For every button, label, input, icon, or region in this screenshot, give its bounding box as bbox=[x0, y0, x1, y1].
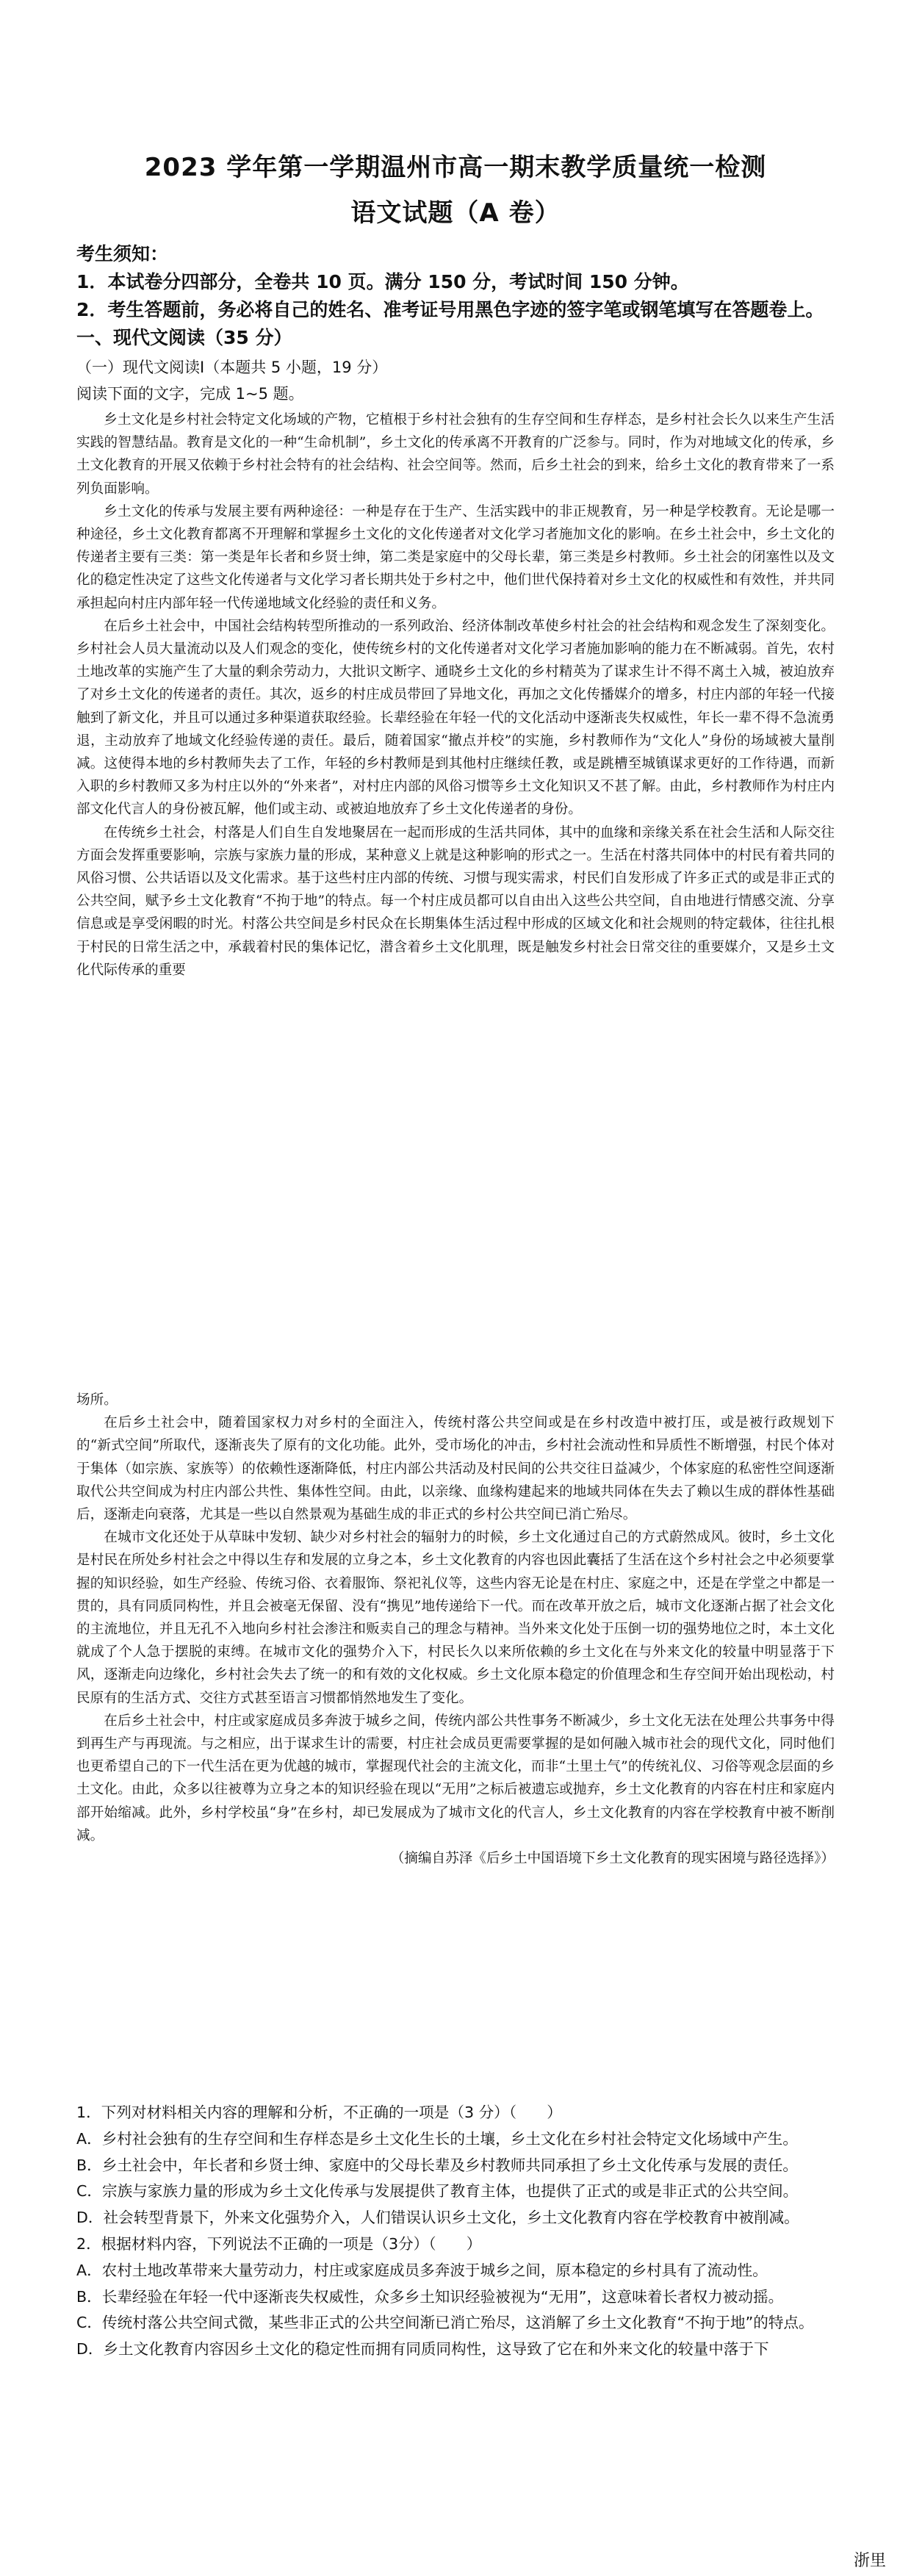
exam-title: 2023 学年第一学期温州市高一期末教学质量统一检测 bbox=[144, 153, 767, 182]
article-top bbox=[76, 409, 835, 982]
notice-item-1: 1．本试卷分四部分，全卷共 10 页。满分 150 分，考试时间 150 分钟。 bbox=[76, 271, 689, 292]
notice-item-2: 2．考生答题前，务必将自己的姓名、准考证号用黑色字迹的签字笔或钢笔填写在答题卷上。 bbox=[76, 299, 824, 320]
article-source: （摘编自苏泽《后乡土中国语境下乡土文化教育的现实困境与路径选择》） bbox=[390, 1851, 835, 1867]
article-paragraph: 乡土文化是乡村社会特定文化场域的产物，它植根于乡村社会独有的生存空间和生存样态，是乡村社会长久以来生产生活实践的智慧结晶。教育是文化的一种“生命机制”，乡土文化的传承离不开教育的广泛参与。同时，作为对地域文化的传承，乡土文化教育的开展又依赖于乡村社会特有的社会结构、社会空间等。然而，后乡土社会的到来，给乡土文化的教育带来了一系列负面影响。 bbox=[76, 412, 835, 497]
exam-subtitle: 语文试题（A 卷） bbox=[350, 198, 561, 228]
question-option: D．乡土文化教育内容因乡土文化的稳定性而拥有同质同构性，这导致了它在和外来文化的较量中落于下 bbox=[76, 2340, 769, 2359]
question-option: B．长辈经验在年轻一代中逐渐丧失权威性，众多乡土知识经验被视为“无用”，这意味着长者权力被动摇。 bbox=[76, 2287, 784, 2306]
question-option: A．乡村社会独有的生存空间和生存样态是乡土文化生长的土壤，乡土文化在乡村社会特定文化场域中产生。 bbox=[76, 2129, 798, 2148]
notice-heading: 考生须知： bbox=[76, 243, 169, 265]
article-paragraph: 在后乡土社会中，村庄或家庭成员多奔波于城乡之间，传统内部公共性事务不断减少，乡土文化无法在处理公共事务中得到再生产与再现流。与之相应，出于谋求生计的需要，村庄社会成员更需要掌握的是如何融入城市社会的现代文化，同时他们也更希望自己的下一代生活在更为优越的城市，掌握现代社会的主流文化，而非“土里土气”的传统礼仪、习俗等观念层面的乡土文化。由此，众多以往被尊为立身之本的知识经验在现以“无用”之标后被遗忘或抛弃，乡土文化教育的内容在村庄和家庭内部开始缩减。此外，乡村学校虽“身”在乡村，却已发展成为了城市文化的代言人，乡土文化教育的内容在学校教育中被不断削减。 bbox=[76, 1713, 835, 1843]
question-option: A．农村土地改革带来大量劳动力，村庄或家庭成员多奔波于城乡之间，原本稳定的乡村具有了流动性。 bbox=[76, 2261, 768, 2279]
article-bottom bbox=[76, 1389, 835, 1870]
reading-instruction: 阅读下面的文字，完成 1~5 题。 bbox=[76, 385, 304, 403]
section-title: 一、现代文阅读（35 分） bbox=[76, 327, 292, 348]
question-option: C．传统村落公共空间式微，某些非正式的公共空间渐已消亡殆尽，这消解了乡土文化教育“不拘于地”的特点。 bbox=[76, 2314, 814, 2332]
question-stem: 1．下列对材料相关内容的理解和分析，不正确的一项是（3 分）（ ） bbox=[76, 2104, 562, 2121]
question-option: B．乡土社会中，年长者和乡贤士绅、家庭中的父母长辈及乡村教师共同承担了乡土文化传承与发展的责任。 bbox=[76, 2156, 799, 2174]
question-option: D．社会转型背景下，外来文化强势介入，人们错误认识乡土文化，乡土文化教育内容在学校教育中被削减。 bbox=[76, 2209, 799, 2227]
article-paragraph: 在城市文化还处于从草昧中发轫、缺少对乡村社会的辐射力的时候，乡土文化通过自己的方式蔚然成风。彼时，乡土文化是村民在所处乡村社会之中得以生存和发展的立身之本，乡土文化教育的内容也因此囊括了生活在这个乡村社会之中必须要掌握的知识经验，如生产经验、传统习俗、衣着服饰、祭祀礼仪等，这些内容无论是在村庄、家庭之中，还是在学堂之中都是一贯的，具有同质同构性，并且会被毫无保留、没有“携见”地传递给下一代。而在改革开放之后，城市文化逐渐占据了社会文化的主流地位，并且无孔不入地向乡村社会渗注和贩卖自己的理念与精神。当外来文化处于压倒一切的强势地位之时，本土文化就成了个人急于摆脱的束缚。在城市文化的强势介入下，村民长久以来所依赖的乡土文化在与外来文化的较量中明显落于下风，逐渐走向边缘化，乡村社会失去了统一的和有效的文化权威。乡土文化原本稳定的价值理念和生存空间开始出现松动，村民原有的生活方式、交往方式甚至语言习惯都悄然地发生了变化。 bbox=[76, 1530, 835, 1706]
article-paragraph: 在传统乡土社会，村落是人们自生自发地聚居在一起而形成的生活共同体，其中的血缘和亲缘关系在社会生活和人际交往方面会发挥重要影响，宗族与家族力量的形成，某种意义上就是这种影响的形式之一。生活在村落共同体中的村民有着共同的风俗习惯、公共话语以及文化需求。基于这些村庄内部的传统、习惯与现实需求，村民们自发形成了许多正式的或是非正式的公共空间，赋予乡土文化教育“不拘于地”的特点。每一个村庄成员都可以自由出入这些公共空间，自由地进行情感交流、分享信息或是享受闲暇的时光。村落公共空间是乡村民众在长期集体生活过程中形成的区域文化和社会规则的特定载体，往往扎根于村民的日常生活之中，承载着村民的集体记忆，潜含着乡土文化肌理，既是触发乡村社会日常交往的重要媒介，又是乡土文化代际传承的重要 bbox=[76, 824, 835, 978]
sub-section-title: （一）现代文阅读Ⅰ（本题共 5 小题，19 分） bbox=[76, 359, 388, 376]
footer-mark: 浙里 bbox=[853, 2552, 886, 2570]
article-paragraph: 在后乡土社会中，中国社会结构转型所推动的一系列政治、经济体制改革使乡村社会的社会结构和观念发生了深刻变化。乡村社会人员大量流动以及人们观念的变化，使传统乡村的文化传递者对文化学习者施加影响的能力在不断减弱。首先，农村土地改革的实施产生了大量的剩余劳动力，大批识文断字、通晓乡土文化的乡村精英为了谋求生计不得不离土入城，被迫放弃了对乡土文化的传递者的责任。其次，返乡的村庄成员带回了异地文化，再加之文化传播媒介的增多，村庄内部的年轻一代接触到了新文化，并且可以通过多种渠道获取经验。长辈经验在年轻一代的文化活动中逐渐丧失权威性，年长一辈不得不急流勇退，主动放弃了地域文化经验传递的责任。最后，随着国家“撤点并校”的实施，乡村教师作为“文化人”身份的场域被大量削减。这使得本地的乡村教师失去了工作，年轻的乡村教师是到其他村庄继续任教，或是跳槽至城镇谋求更好的工作待遇，而新入职的乡村教师又多为村庄以外的“外来者”，对村庄内部的风俗习惯等乡土文化知识又不甚了解。由此，乡村教师作为村庄内部文化代言人的身份被瓦解，他们或主动、或被迫地放弃了乡土文化传递者的身份。 bbox=[76, 618, 835, 818]
article-paragraph: 乡土文化的传承与发展主要有两种途径：一种是存在于生产、生活实践中的非正规教育，另一种是学校教育。无论是哪一种途径，乡土文化教育都离不开理解和掌握乡土文化的文化传递者对文化学习者施加文化的影响。在乡土社会中，乡土文化的传递者主要有三类：第一类是年长者和乡贤士绅，第二类是家庭中的父母长辈，第三类是乡村教师。乡土社会的闭塞性以及文化的稳定性决定了这些文化传递者与文化学习者长期共处于乡村之中，他们世代保持着对乡土文化的权威性和有效性，并共同承担起向村庄内部年轻一代传递地域文化经验的责任和义务。 bbox=[76, 503, 835, 611]
article-paragraph: 在后乡土社会中，随着国家权力对乡村的全面注入，传统村落公共空间或是在乡村改造中被打压，或是被行政规划下的“新式空间”所取代，逐渐丧失了原有的文化功能。此外，受市场化的冲击，乡村社会流动性和异质性不断增强，村民个体对于集体（如宗族、家族等）的依赖性逐渐降低，村庄内部公共活动及村民间的公共交往日益减少，个体家庭的私密性空间逐渐取代公共空间成为村庄内部公共性、集体性空间。由此，以亲缘、血缘构建起来的地域共同体在失去了赖以生成的群体性基础后，逐渐走向衰落，尤其是一些以自然景观为基础生成的非正式的乡村公共空间已消亡殆尽。 bbox=[76, 1415, 835, 1523]
questions bbox=[76, 2100, 835, 2363]
question-stem: 2．根据材料内容，下列说法不正确的一项是（3分）（ ） bbox=[76, 2234, 482, 2253]
article-continuation: 场所。 bbox=[76, 1392, 118, 1408]
question-option: C．宗族与家族力量的形成为乡土文化传承与发展提供了教育主体，也提供了正式的或是非正式的公共空间。 bbox=[76, 2182, 799, 2201]
